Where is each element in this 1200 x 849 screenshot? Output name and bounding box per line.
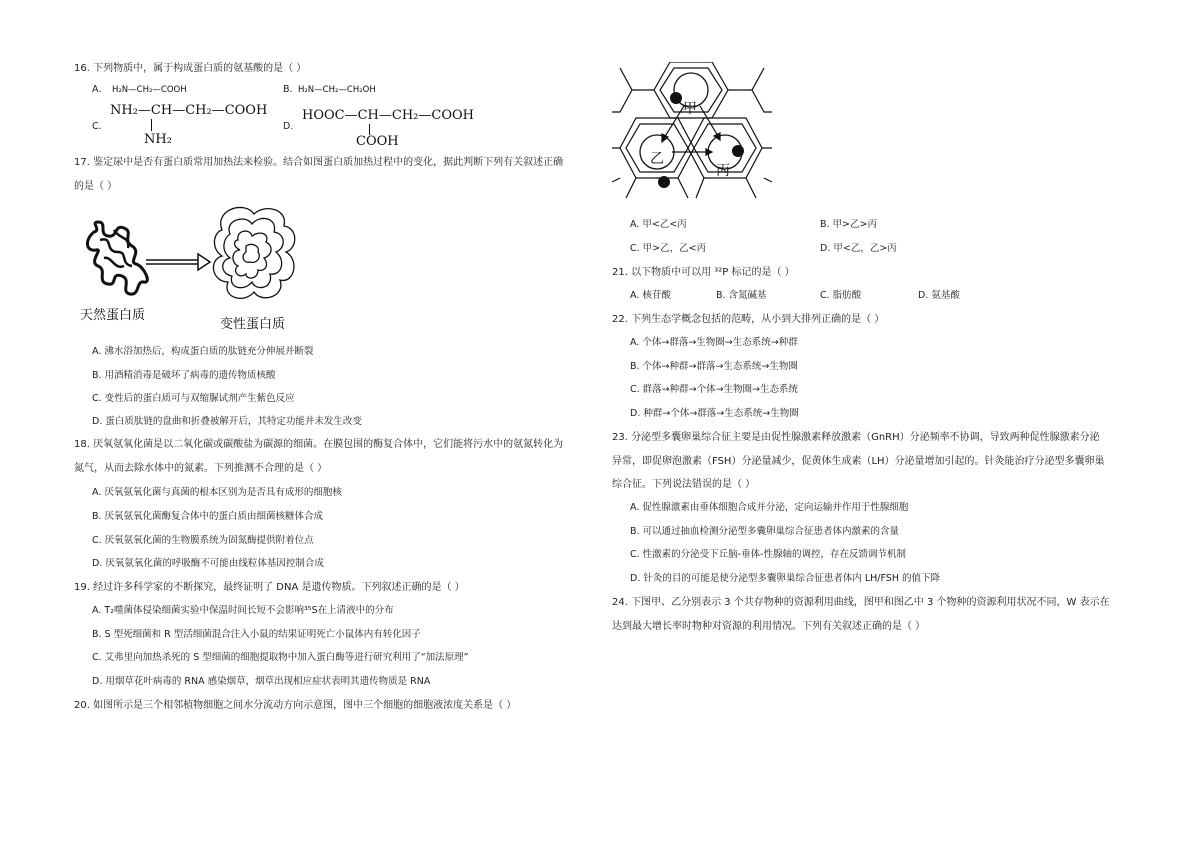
question-22-stem: 22. 下列生态学概念包括的范畴，从小到大排列正确的是（ ）: [612, 314, 885, 325]
question-20-stem: 20. 如图所示是三个相邻植物细胞之间水分流动方向示意图，图中三个细胞的细胞液浓度关系是（ ）: [74, 700, 517, 711]
cell-yi-label: 乙: [650, 151, 664, 167]
q17-option-a: A. 沸水浴加热后，构成蛋白质的肽链充分伸展并断裂: [92, 346, 314, 357]
q22-option-a: A. 个体→群落→生物圈→生态系统→种群: [630, 337, 798, 348]
q20-option-c: C. 甲>乙，乙<丙: [630, 243, 707, 254]
q16-option-d-formula: HOOC—CH—CH₂—COOH: [302, 108, 474, 123]
q21-option-d: D. 氨基酸: [918, 290, 960, 301]
denatured-protein-label: 变性蛋白质: [220, 317, 286, 332]
q16-option-a-label: A.: [92, 84, 102, 95]
question-17-stem-line1: 17. 鉴定尿中是否有蛋白质常用加热法来检验。结合如图蛋白质加热过程中的变化，据此判断下列有关叙述正确: [74, 157, 564, 168]
question-23-stem-line2: 异常，即促卵泡激素（FSH）分泌量减少，促黄体生成素（LH）分泌量增加引起的。针灸能治疗分泌型多囊卵巢: [612, 456, 1105, 467]
q17-option-d: D. 蛋白质肽链的盘曲和折叠被解开后，其特定功能并未发生改变: [92, 416, 362, 427]
plant-cells-water-flow-figure: [612, 62, 772, 202]
q21-option-b: B. 含氮碱基: [716, 290, 767, 301]
q23-option-c: C. 性激素的分泌受下丘脑-垂体-性腺轴的调控，存在反馈调节机制: [630, 549, 907, 560]
question-23-stem-line3: 综合征。下列说法错误的是（ ）: [612, 479, 756, 490]
q19-option-c: C. 艾弗里向加热杀死的 S 型细菌的细胞提取物中加入蛋白酶等进行研究利用了“加法原理”: [92, 652, 469, 663]
q16-c-bond: [151, 119, 152, 131]
question-18-stem-line1: 18. 厌氧氨氧化菌是以二氧化碳或碳酸盐为碳源的细菌。在膜包围的酶复合体中，它们能将污水中的氨氮转化为: [74, 439, 564, 450]
q16-option-d-label: D.: [283, 121, 294, 132]
q22-option-d: D. 种群→个体→群落→生态系统→生物圈: [630, 408, 799, 419]
q19-option-a: A. T₂噬菌体侵染细菌实验中保温时间长短不会影响³⁵S在上清液中的分布: [92, 605, 394, 616]
q21-option-a: A. 核苷酸: [630, 290, 671, 301]
question-17-stem-line2: 的是（ ）: [74, 181, 118, 192]
question-24-stem-line2: 达到最大增长率时物种对资源的利用情况。下列有关叙述正确的是（ ）: [612, 621, 926, 632]
q18-option-a: A. 厌氧氨氧化菌与真菌的根本区别为是否具有成形的细胞核: [92, 487, 342, 498]
q22-option-c: C. 群落→种群→个体→生物圈→生态系统: [630, 384, 799, 395]
q20-option-d: D. 甲<乙，乙>丙: [820, 243, 897, 254]
cell-jia-label: 甲: [683, 101, 697, 117]
cell-bing-label: 丙: [716, 163, 730, 179]
q18-option-d: D. 厌氧氨氧化菌的呼吸酶不可能由线粒体基因控制合成: [92, 558, 324, 569]
q16-option-c-formula: NH₂—CH—CH₂—COOH: [110, 103, 268, 118]
q16-option-c-substituent: NH₂: [144, 132, 172, 147]
q17-option-b: B. 用酒精消毒是破坏了病毒的遗传物质核酸: [92, 370, 276, 381]
question-23-stem-line1: 23. 分泌型多囊卵巢综合征主要是由促性腺激素释放激素（GnRH）分泌频率不协调，导致两种促性腺激素分泌: [612, 432, 1100, 443]
q17-option-c: C. 变性后的蛋白质可与双缩脲试剂产生紫色反应: [92, 393, 295, 404]
q23-option-d: D. 针灸的目的可能是使分泌型多囊卵巢综合征患者体内 LH/FSH 的值下降: [630, 573, 941, 584]
question-19-stem: 19. 经过许多科学家的不断探究，最终证明了 DNA 是遗传物质。下列叙述正确的是（ ）: [74, 582, 465, 593]
q16-option-a-formula: H₂N—CH₂—COOH: [112, 85, 187, 95]
q23-option-a: A. 促性腺激素由垂体细胞合成并分泌，定向运输并作用于性腺细胞: [630, 502, 909, 513]
native-protein-label: 天然蛋白质: [80, 308, 146, 323]
q19-option-d: D. 用烟草花叶病毒的 RNA 感染烟草，烟草出现相应症状表明其遗传物质是 RNA: [92, 676, 431, 687]
q18-option-b: B. 厌氧氨氧化菌酶复合体中的蛋白质由细菌核糖体合成: [92, 511, 324, 522]
question-24-stem-line1: 24. 下图甲、乙分别表示 3 个共存物种的资源利用曲线，图甲和图乙中 3 个物种的资源利用状况不同，W 表示在: [612, 597, 1110, 608]
question-18-stem-line2: 氮气，从而去除水体中的氮素。下列推测不合理的是（ ）: [74, 463, 328, 474]
question-16-stem: 16. 下列物质中，属于构成蛋白质的氨基酸的是（ ）: [74, 63, 307, 74]
q16-option-c-label: C.: [92, 121, 102, 132]
q20-option-a: A. 甲<乙<丙: [630, 219, 687, 230]
question-21-stem: 21. 以下物质中可以用 ³²P 标记的是（ ）: [612, 267, 795, 278]
q20-option-b: B. 甲>乙>丙: [820, 219, 877, 230]
q16-option-d-substituent: COOH: [356, 134, 399, 149]
q21-option-c: C. 脂肪酸: [820, 290, 862, 301]
q22-option-b: B. 个体→种群→群落→生态系统→生物圈: [630, 361, 798, 372]
q23-option-b: B. 可以通过抽血检测分泌型多囊卵巢综合征患者体内激素的含量: [630, 526, 900, 537]
q16-option-b-formula: H₂N—CH₂—CH₂OH: [298, 85, 376, 95]
q16-option-b-label: B.: [283, 84, 293, 95]
q18-option-c: C. 厌氧氨氧化菌的生物膜系统为固氮酶提供附着位点: [92, 535, 314, 546]
q19-option-b: B. S 型死细菌和 R 型活细菌混合注入小鼠的结果证明死亡小鼠体内有转化因子: [92, 629, 421, 640]
